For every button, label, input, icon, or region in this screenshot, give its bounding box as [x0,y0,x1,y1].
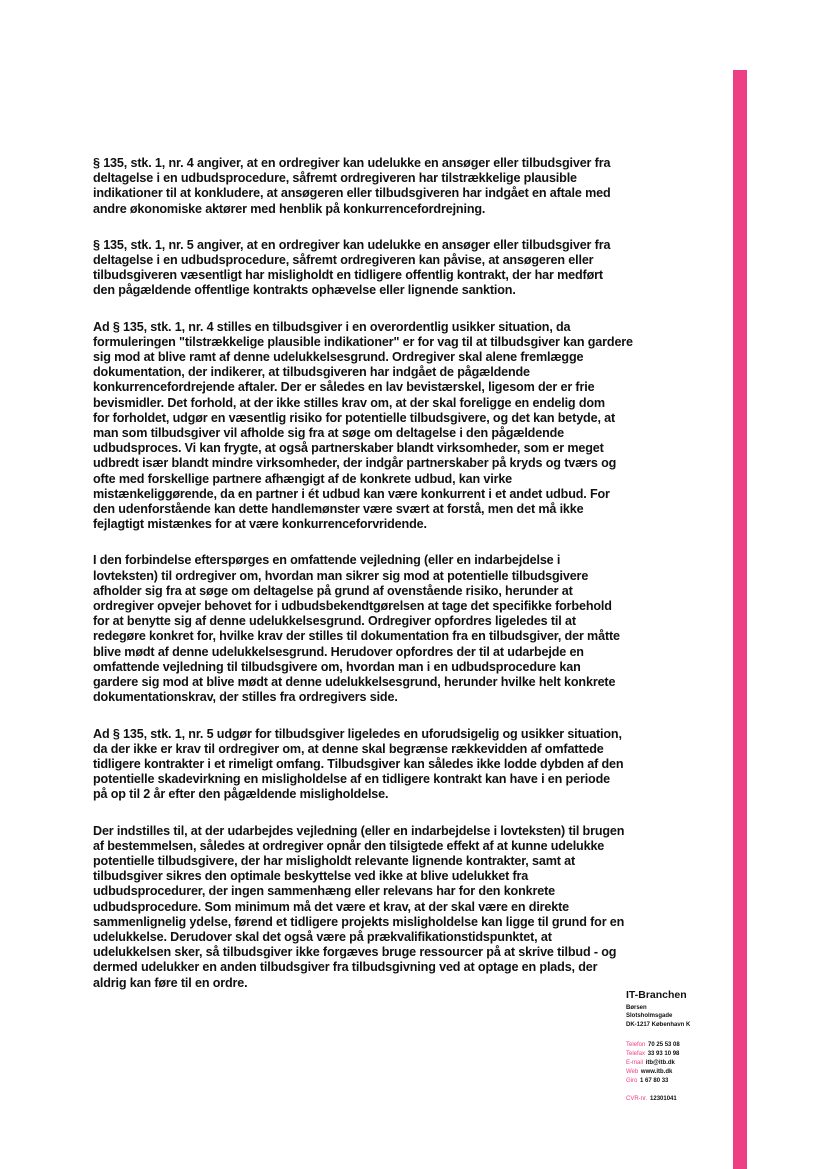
text-line: tidligere kontrakter i et rimeligt omfang. Tilbudsgiver kan således ikke lodde dybden af den [93,756,624,771]
text-line: potentielle skadevirkning en misligholdelse af en tidligere kontrakt kan have i en periode [93,772,610,787]
text-line: redegøre konkret for, hvilke krav der stilles til dokumentation fra en tilbudsgiver, der måtte [93,629,620,644]
contact-label: E-mail [626,1059,644,1066]
text-line: dokumentation, der indikerer, at tilbudsgiveren har indgået de pågældende [93,365,530,380]
text-line: for at benytte sig af denne udelukkelsesgrund. Ordregiver opfordres ligeledes til at [93,614,576,629]
text-line: deltagelse i en udbudsprocedure, såfremt ordregiveren kan påvise, at ansøgeren eller [93,253,594,268]
text-line: udelukkelsen sker, så tilbudsgiver ikke forgæves bruge ressourcer på at skrive tilbud - og [93,945,617,960]
contact-web [626,1068,726,1077]
text-line: udbudsprocedure. Som minimum må det være et krav, at der skal være en direkte [93,899,570,914]
contact-label: CVR-nr. [626,1095,648,1102]
text-line: andre økonomiske aktører med henblik på konkurrencefordrejning. [93,201,486,216]
text-line: blive mødt af denne udelukkelsesgrund. Herudover opfordres der til at udarbejde en [93,644,584,659]
text-line: af bestemmelsen, således at ordregiver opnår den tilsigtede effekt af at kunne udelukke [93,838,605,853]
text-line: Ad § 135, stk. 1, nr. 4 stilles en tilbudsgiver i en overordentlig usikker situation, da [93,319,571,334]
text-line: tilbudsgiver sikres den optimale beskyttelse ved ikke at blive udelukket fra [93,869,529,884]
contact-value: 1 67 80 33 [640,1077,669,1084]
text-line: den pågældende offentlige kontrakts ophævelse eller lignende sanktion. [93,283,516,298]
paragraph [93,727,663,803]
contact-fax [626,1050,726,1059]
text-line: da der ikke er krav til ordregiver om, at denne skal begrænse rækkevidden af omfattede [93,741,604,756]
text-line: formuleringen "tilstrækkelige plausible indikationer" er for vag til at tilbudsgiver kan gardere [93,334,633,349]
contact-cvr [626,1095,726,1104]
text-line: dermed udelukker en anden tilbudsgiver fra tilbudsgivning ved at optage en plads, der [93,960,598,975]
text-line: afholder sig fra at søge om deltagelse på grund af ovenstående risiko, herunder at [93,583,573,598]
contact-label: Telefon [626,1041,646,1048]
text-line: I den forbindelse efterspørges en omfattende vejledning (eller en indarbejdelse i [93,553,561,568]
text-line: potentielle tilbudsgivere, der har misligholdt relevante lignende kontrakter, samt at [93,853,576,868]
contact-value: www.itb.dk [640,1068,673,1075]
text-line: ordregiver opvejer behovet for i udbudsbekendtgørelsen at tage det specifikke forbehold [93,599,612,614]
organization-name: IT-Branchen [626,989,687,1001]
paragraph [93,238,663,299]
address-line: DK-1217 København K [626,1021,691,1028]
text-line: Ad § 135, stk. 1, nr. 5 udgør for tilbudsgiver ligeledes en uforudsigelig og usikker situation, [93,726,622,741]
address-block [626,1004,726,1029]
contact-value: 33 93 10 98 [647,1050,680,1057]
text-line: Der indstilles til, at der udarbejdes vejledning (eller en indarbejdelse i lovteksten) til brugen [93,823,625,838]
document-body [93,156,663,1012]
text-line: mistænkeliggørende, da en partner i ét udbud kan være konkurrent i et andet udbud. For [93,486,610,501]
text-line: indikationer til at konkludere, at ansøgeren eller tilbudsgiveren har indgået en aftale med [93,186,611,201]
address-line: Slotsholmsgade [626,1013,673,1020]
paragraph [93,824,663,991]
text-line: deltagelse i en udbudsprocedure, såfremt ordregiveren har tilstrækkelige plausible [93,171,577,186]
text-line: sammenlignelig ydelse, førend et tidligere projekts misligholdelse kan ligge til grund for en [93,914,625,929]
contact-giro [626,1077,726,1086]
contact-label: Telefax [626,1050,646,1057]
text-line: udelukkelse. Derudover skal det også være på prækvalifikationstidspunktet, at [93,929,552,944]
text-line: ofte med forskellige partnere afhængigt af de konkrete udbud, kan virke [93,471,513,486]
paragraph [93,156,663,217]
text-line: udbredt især blandt mindre virksomheder, der indgår partnerskaber på kryds og tværs og [93,456,617,471]
text-line: fejlagtigt mistænkes for at være konkurrenceforvridende. [93,517,427,532]
text-line: man som tilbudsgiver vil afholde sig fra at søge om deltagelse i den pågældende [93,426,565,441]
text-line: bevismidler. Det forhold, at der ikke stilles krav om, at der skal foreligge en endelig dom [93,395,605,410]
contact-label: Web [626,1068,639,1075]
text-line: omfattende vejledning til tilbudsgivere om, hvordan man i en udbudsprocedure kan [93,659,581,674]
accent-bar [733,70,747,1169]
text-line: dokumentationskrav, der stilles fra ordregivers side. [93,690,398,705]
text-line: udbudsproces. Vi kan frygte, at også partnerskaber blandt virksomheder, som er meget [93,441,604,456]
text-line: aldrig kan føre til en ordre. [93,975,248,990]
text-line: på op til 2 år efter den pågældende misligholdelse. [93,787,389,802]
contact-value: 12301041 [650,1095,677,1102]
text-line: lovteksten) til ordregiver om, hvordan man sikrer sig mod at potentielle tilbudsgivere [93,568,589,583]
letterhead-footer [626,989,726,1104]
contact-value: itb@itb.dk [645,1059,675,1066]
contact-phone [626,1041,726,1050]
address-line: Børsen [626,1005,647,1011]
paragraph [93,320,663,533]
contact-email [626,1059,726,1068]
text-line: § 135, stk. 1, nr. 4 angiver, at en ordregiver kan udelukke en ansøger eller tilbudsgiver fra [93,156,611,170]
text-line: konkurrencefordrejende aftaler. Der er således en lav bevistærskel, ligesom der er frie [93,380,595,395]
text-line: tilbudsgiveren væsentligt har misligholdt en tidligere offentlig kontrakt, der har medført [93,268,603,283]
contact-label: Giro [626,1077,638,1084]
text-line: gardere sig mod at blive mødt at denne udelukkelsesgrund, herunder hvilke helt konkrete [93,675,616,690]
text-line: udbudsprocedurer, der ingen sammenhæng eller relevans har for den konkrete [93,884,555,899]
contact-value: 70 25 53 08 [648,1041,680,1048]
text-line: for forholdet, udgør en væsentlig risiko for potentielle tilbudsgivere, og det kan betyde, at [93,410,616,425]
text-line: den udenforstående kan dette handlemønster være svært at forstå, men det må ikke [93,502,584,517]
text-line: § 135, stk. 1, nr. 5 angiver, at en ordregiver kan udelukke en ansøger eller tilbudsgiver fra [93,237,611,252]
text-line: sig mod at blive ramt af denne udelukkelsesgrund. Ordregiver skal alene fremlægge [93,350,584,365]
paragraph [93,553,663,705]
